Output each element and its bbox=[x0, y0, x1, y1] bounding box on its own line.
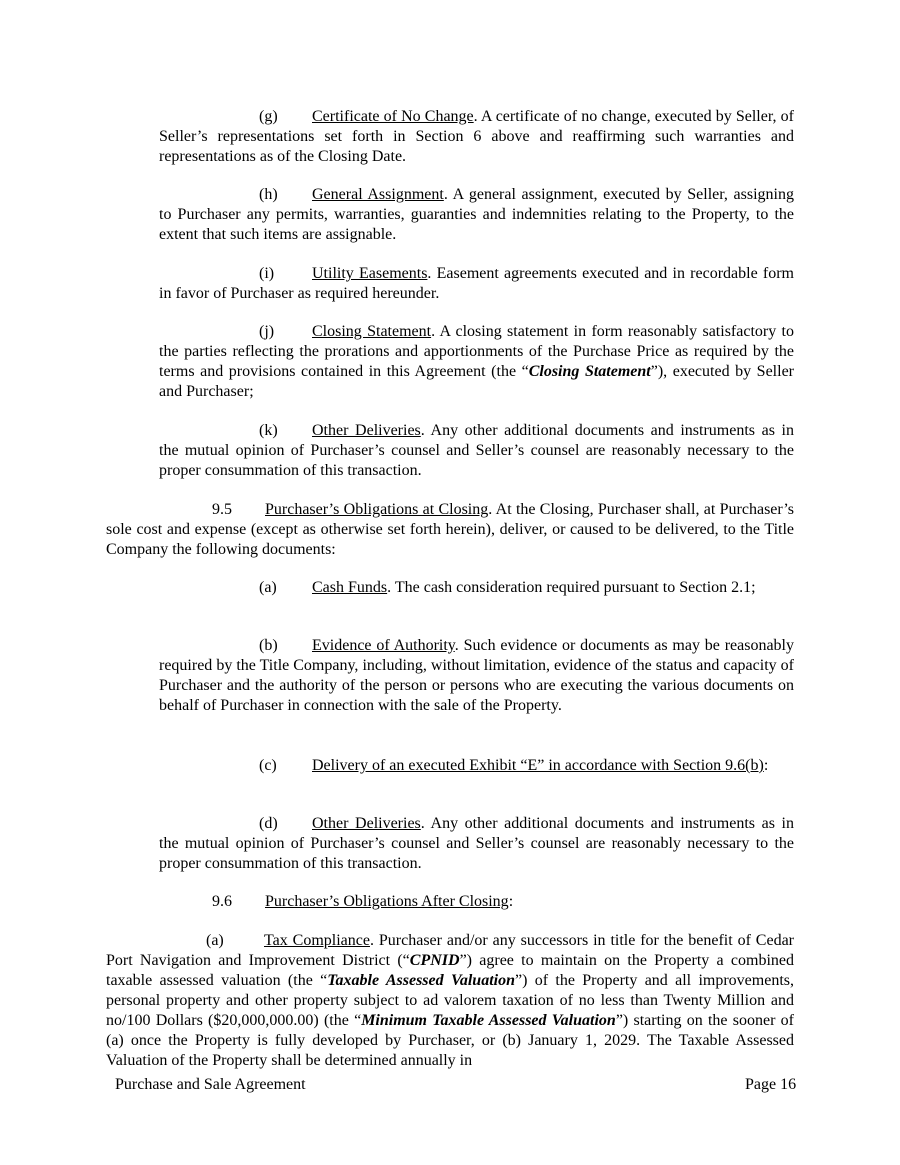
section-text: . At the Closing, Purchaser shall, at Purchaser’s sole cost and expense (except as otherwise set forth herein), deliver, or caused to be delivered, to the Title Company the following documents: bbox=[106, 501, 794, 558]
paragraph-c bbox=[159, 756, 794, 776]
paragraph-i bbox=[159, 264, 794, 304]
defined-term: Taxable Assessed Valuation bbox=[327, 972, 515, 989]
item-text: . Any other additional documents and instruments as in the mutual opinion of Purchaser’s counsel and Seller’s counsel are reasonably necessary to the proper consummation of this transaction. bbox=[159, 815, 795, 872]
item-text: . The cash consideration required pursuant to Section 2.1; bbox=[387, 579, 756, 596]
footer-page-number: Page 16 bbox=[745, 1076, 797, 1093]
section-number: 9.6 bbox=[212, 893, 232, 910]
item-number: (i) bbox=[259, 265, 275, 282]
item-text: . Purchaser and/or any successors in title for the benefit of Cedar Port Navigation and Improvement District (“ bbox=[106, 932, 794, 969]
item-number: (b) bbox=[259, 637, 278, 654]
paragraph-b bbox=[159, 636, 794, 716]
paragraph-tax-compliance bbox=[106, 931, 794, 1071]
item-heading: General Assignment bbox=[312, 186, 444, 203]
item-number: (h) bbox=[259, 186, 278, 203]
item-text: . Any other additional documents and instruments as in the mutual opinion of Purchaser’s counsel and Seller’s counsel are reasonably necessary to the proper consummation of this transaction. bbox=[159, 422, 795, 479]
item-number: (c) bbox=[259, 757, 277, 774]
item-text: ”) of the Property and all improvements, personal property and other property subject to ad valorem taxation of no less than Twenty Million and no/100 Dollars ($20,000,000.00) (the “ bbox=[106, 972, 795, 1029]
item-number: (j) bbox=[259, 323, 275, 340]
section-number: 9.5 bbox=[212, 501, 232, 518]
item-number: (k) bbox=[259, 422, 278, 439]
item-text: ”) agree to maintain on the Property a combined taxable assessed valuation (the “ bbox=[106, 952, 795, 989]
paragraph-a bbox=[159, 578, 794, 598]
item-text: . A closing statement in form reasonably satisfactory to the parties reflecting the prorations and apportionments of the Purchase Price as required by the terms and provisions contained in this Agreement (the “ bbox=[159, 323, 794, 380]
item-number: (a) bbox=[206, 932, 224, 949]
item-text: . Easement agreements executed and in recordable form in favor of Purchaser as required hereunder. bbox=[159, 265, 794, 302]
item-number: (a) bbox=[259, 579, 277, 596]
section-text: : bbox=[508, 893, 514, 910]
item-heading: Utility Easements bbox=[312, 265, 428, 282]
item-heading: Other Deliveries bbox=[312, 815, 421, 832]
item-heading: Certificate of No Change bbox=[312, 108, 474, 125]
paragraph-d bbox=[159, 814, 794, 874]
section-9-5 bbox=[106, 500, 794, 560]
section-heading: Purchaser’s Obligations at Closing bbox=[265, 501, 489, 518]
section-heading: Purchaser’s Obligations After Closing bbox=[265, 893, 509, 910]
item-text: . A general assignment, executed by Seller, assigning to Purchaser any permits, warranties, guaranties and indemnities relating to the Property, to the extent that such items are assignable. bbox=[159, 186, 794, 243]
paragraph-h bbox=[159, 185, 794, 245]
footer-title: Purchase and Sale Agreement bbox=[115, 1076, 306, 1093]
item-text: ”) starting on the sooner of (a) once the Property is fully developed by Purchaser, or (b) January 1, 2029. The Taxable Assessed Valuation of the Property shall be determined annually in bbox=[106, 1012, 795, 1069]
paragraph-j bbox=[159, 322, 794, 402]
defined-term: Closing Statement bbox=[528, 363, 651, 380]
item-heading: Cash Funds bbox=[312, 579, 388, 596]
defined-term: Minimum Taxable Assessed Valuation bbox=[361, 1012, 616, 1029]
item-heading: Other Deliveries bbox=[312, 422, 421, 439]
item-text: . A certificate of no change, executed by Seller, of Seller’s representations set forth in Section 6 above and reaffirming such warranties and representations as of the Closing Date. bbox=[159, 108, 794, 165]
item-heading: Tax Compliance bbox=[264, 932, 370, 949]
defined-term: CPNID bbox=[409, 952, 460, 969]
section-9-6 bbox=[106, 892, 794, 912]
item-heading: Closing Statement bbox=[312, 323, 432, 340]
item-number: (d) bbox=[259, 815, 278, 832]
item-text: : bbox=[763, 757, 769, 774]
item-text: . Such evidence or documents as may be reasonably required by the Title Company, including, without limitation, evidence of the status and capacity of Purchaser and the authority of the person or persons who are executing the various documents on behalf of Purchaser in connection with the sale of the Property. bbox=[159, 637, 794, 714]
item-heading: Evidence of Authority bbox=[312, 637, 455, 654]
paragraph-k bbox=[159, 421, 794, 481]
item-number: (g) bbox=[259, 108, 278, 125]
item-heading: Delivery of an executed Exhibit “E” in accordance with Section 9.6(b) bbox=[312, 757, 764, 774]
item-text: ”), executed by Seller and Purchaser; bbox=[159, 363, 795, 400]
paragraph-g bbox=[159, 107, 794, 167]
